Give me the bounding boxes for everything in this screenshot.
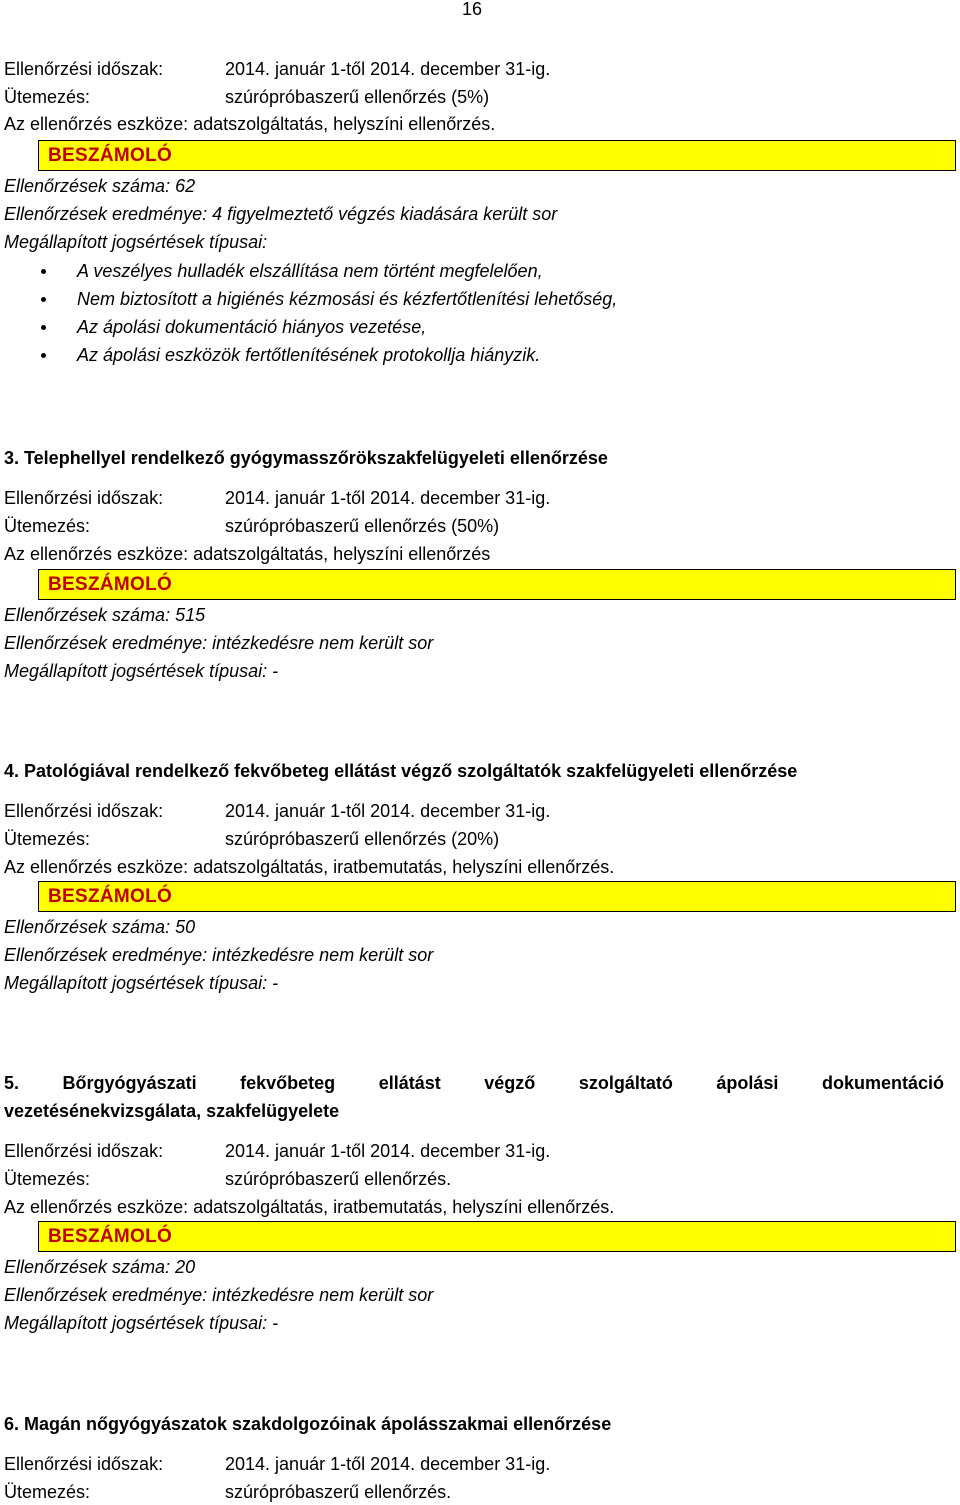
check-count: Ellenőrzések száma: 50 <box>4 917 196 937</box>
section-5-heading-cont: vezetésénekvizsgálata, szakfelügyelete <box>4 1101 340 1121</box>
report-banner-label: BESZÁMOLÓ <box>48 886 173 907</box>
violations-label: Megállapított jogsértések típusai: <box>4 232 268 252</box>
schedule-value: szúrópróbaszerű ellenőrzés (5%) <box>225 87 490 107</box>
check-result: Ellenőrzések eredménye: intézkedésre nem került sor <box>4 1285 434 1305</box>
period-value: 2014. január 1-től 2014. december 31-ig. <box>225 488 551 508</box>
period-label: Ellenőrzési időszak: <box>4 801 164 821</box>
tool-line: Az ellenőrzés eszköze: adatszolgáltatás, iratbemutatás, helyszíni ellenőrzés. <box>4 857 615 877</box>
schedule-value: szúrópróbaszerű ellenőrzés (20%) <box>225 829 500 849</box>
check-result: Ellenőrzések eredménye: 4 figyelmeztető végzés kiadására került sor <box>4 204 558 224</box>
bullet-icon <box>41 353 46 358</box>
section-6-heading: 6. Magán nőgyógyászatok szakdolgozóinak ápolásszakmai ellenőrzése <box>4 1414 612 1434</box>
schedule-value: szúrópróbaszerű ellenőrzés. <box>225 1169 452 1189</box>
violation-item: Az ápolási dokumentáció hiányos vezetése, <box>77 317 427 337</box>
report-banner <box>38 569 956 600</box>
schedule-label: Ütemezés: <box>4 829 91 849</box>
period-label: Ellenőrzési időszak: <box>4 488 164 508</box>
page-number: 16 <box>462 0 483 19</box>
section-4-heading: 4. Patológiával rendelkező fekvőbeteg ellátást végző szolgáltatók szakfelügyeleti ellenőrzése <box>4 761 798 781</box>
violation-item: Az ápolási eszközök fertőtlenítésének protokollja hiányzik. <box>77 345 541 365</box>
check-count: Ellenőrzések száma: 62 <box>4 176 196 196</box>
check-count: Ellenőrzések száma: 515 <box>4 605 206 625</box>
report-banner-label: BESZÁMOLÓ <box>48 145 173 166</box>
period-label: Ellenőrzési időszak: <box>4 1454 164 1474</box>
tool-line: Az ellenőrzés eszköze: adatszolgáltatás, helyszíni ellenőrzés. <box>4 114 496 134</box>
violation-item: A veszélyes hulladék elszállítása nem történt megfelelően, <box>77 261 543 281</box>
violations-line: Megállapított jogsértések típusai: - <box>4 661 279 681</box>
schedule-label: Ütemezés: <box>4 1169 91 1189</box>
report-banner <box>38 140 956 171</box>
report-banner-label: BESZÁMOLÓ <box>48 574 173 595</box>
report-banner-label: BESZÁMOLÓ <box>48 1226 173 1247</box>
tool-line: Az ellenőrzés eszköze: adatszolgáltatás, iratbemutatás, helyszíni ellenőrzés. <box>4 1197 615 1217</box>
check-count: Ellenőrzések száma: 20 <box>4 1257 196 1277</box>
violations-line: Megállapított jogsértések típusai: - <box>4 973 279 993</box>
period-value: 2014. január 1-től 2014. december 31-ig. <box>225 1141 551 1161</box>
report-banner <box>38 1221 956 1252</box>
schedule-label: Ütemezés: <box>4 1482 91 1502</box>
tool-line: Az ellenőrzés eszköze: adatszolgáltatás, helyszíni ellenőrzés <box>4 544 491 564</box>
period-value: 2014. január 1-től 2014. december 31-ig. <box>225 59 551 79</box>
check-result: Ellenőrzések eredménye: intézkedésre nem került sor <box>4 945 434 965</box>
schedule-value: szúrópróbaszerű ellenőrzés. <box>225 1482 452 1502</box>
violations-line: Megállapított jogsértések típusai: - <box>4 1313 279 1333</box>
bullet-icon <box>41 325 46 330</box>
period-label: Ellenőrzési időszak: <box>4 59 164 79</box>
period-label: Ellenőrzési időszak: <box>4 1141 164 1161</box>
report-banner <box>38 881 956 912</box>
bullet-icon <box>41 297 46 302</box>
section-3-heading: 3. Telephellyel rendelkező gyógymasszőrökszakfelügyeleti ellenőrzése <box>4 448 608 468</box>
schedule-value: szúrópróbaszerű ellenőrzés (50%) <box>225 516 500 536</box>
check-result: Ellenőrzések eredménye: intézkedésre nem került sor <box>4 633 434 653</box>
schedule-label: Ütemezés: <box>4 516 91 536</box>
schedule-label: Ütemezés: <box>4 87 91 107</box>
period-value: 2014. január 1-től 2014. december 31-ig. <box>225 1454 551 1474</box>
violation-item: Nem biztosított a higiénés kézmosási és kézfertőtlenítési lehetőség, <box>77 289 618 309</box>
bullet-icon <box>41 269 46 274</box>
period-value: 2014. január 1-től 2014. december 31-ig. <box>225 801 551 821</box>
section-5-heading: 5. Bőrgyógyászati fekvőbeteg ellátást végző szolgáltató ápolási dokumentáció <box>4 1073 944 1093</box>
